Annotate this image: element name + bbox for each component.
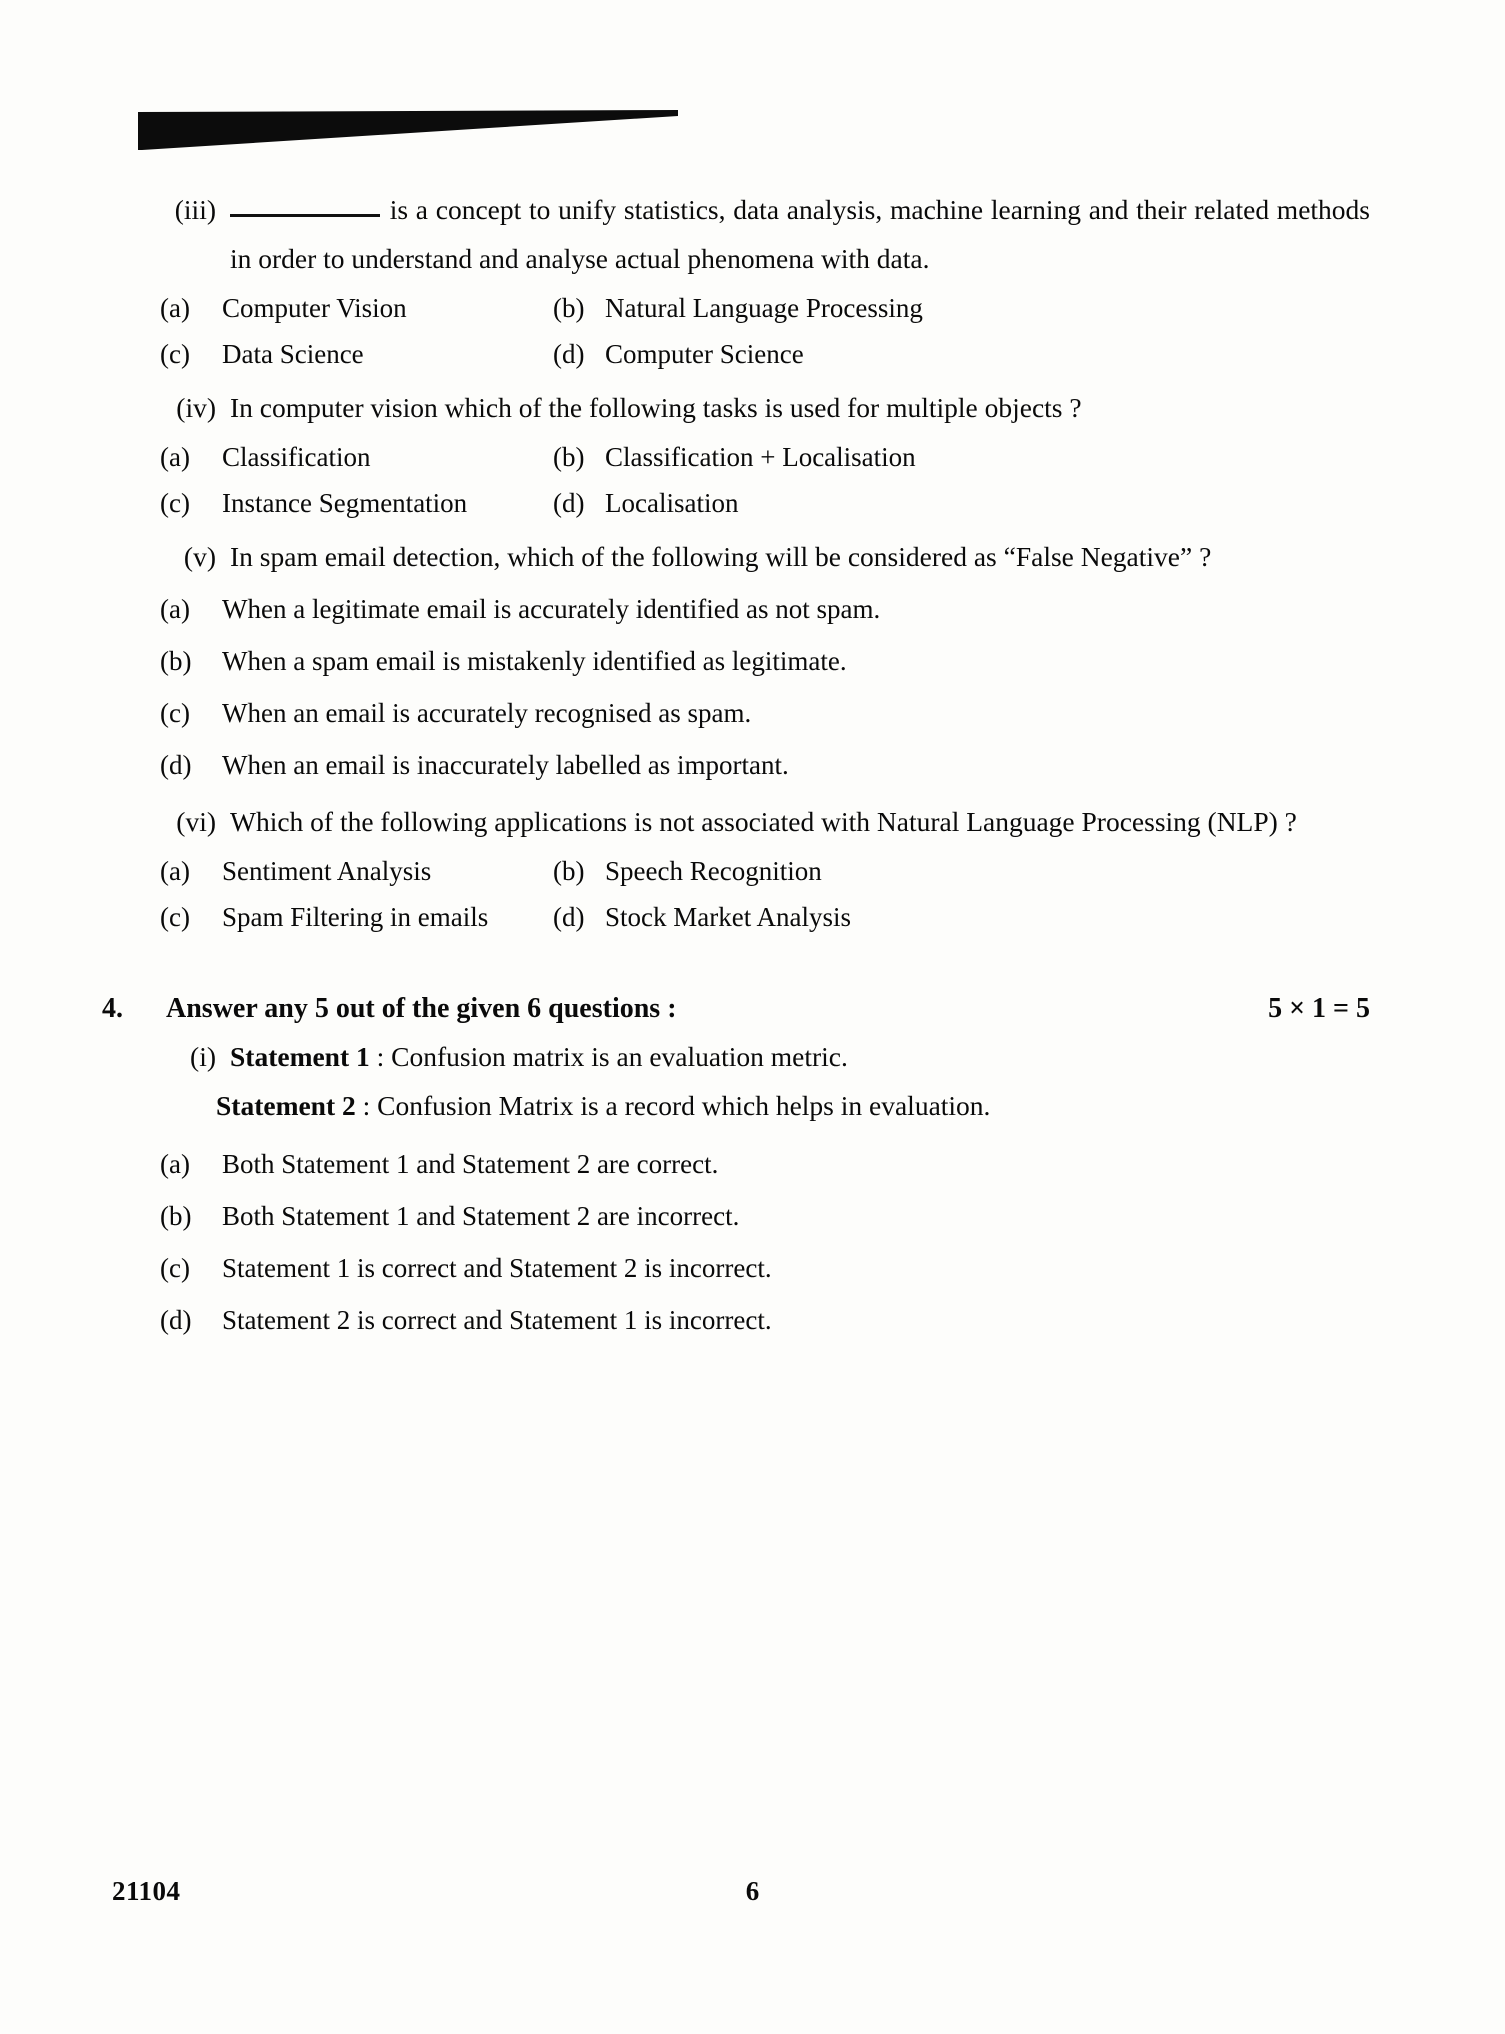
option-key-d: (d) [160,750,192,780]
question-iv [130,383,1370,526]
option-key-b: (b) [160,646,192,676]
page-number: 6 [745,1876,760,1906]
option-text-a[interactable]: Sentiment Analysis [222,856,432,886]
option-text-a[interactable]: Both Statement 1 and Statement 2 are correct. [222,1149,719,1179]
question-4-i [130,1032,1370,1346]
option-key-b: (b) [160,1201,192,1231]
option-row [130,480,1370,526]
option-key-c: (c) [160,1253,190,1283]
option-text-d[interactable]: Localisation [605,488,739,518]
question-v-text: In spam email detection, which of the following will be considered as “False Negative” ? [230,541,1212,572]
option-row [130,1242,1370,1294]
option-key-c: (c) [160,339,190,369]
option-key-a: (a) [160,293,190,323]
option-text-d[interactable]: Stock Market Analysis [605,902,851,932]
option-key-c: (c) [160,902,190,932]
question-4-i-options [130,1138,1370,1346]
statement-1-text: : Confusion matrix is an evaluation metric. [369,1041,848,1072]
option-key-a: (a) [160,594,190,624]
option-row [130,1138,1370,1190]
statement-2-label: Statement 2 [216,1090,356,1121]
option-row [130,285,1370,331]
option-key-a: (a) [160,1149,190,1179]
fill-in-blank [230,214,380,217]
option-row [130,739,1370,791]
option-row [130,1190,1370,1242]
option-text-c[interactable]: Data Science [222,339,364,369]
question-iii-text-wrap [230,185,1370,283]
statement-1-label: Statement 1 [230,1041,370,1072]
main-question-4-header [102,986,1370,1032]
question-iii [130,185,1370,377]
option-key-b: (b) [553,293,585,323]
option-row [130,687,1370,739]
option-text-c[interactable]: Instance Segmentation [222,488,468,518]
option-key-a: (a) [160,442,190,472]
option-row [130,848,1370,894]
option-text-c[interactable]: Spam Filtering in emails [222,902,489,932]
question-v [130,532,1370,791]
option-row [130,635,1370,687]
option-text-a[interactable]: Computer Vision [222,293,407,323]
option-key-c: (c) [160,698,190,728]
option-text-b[interactable]: Classification + Localisation [605,442,916,472]
option-text-d[interactable]: Computer Science [605,339,804,369]
paper-code: 21104 [112,1876,181,1906]
option-text-c[interactable]: When an email is accurately recognised as spam. [222,698,752,728]
question-iii-options [130,285,1370,377]
main-question-marks: 5 × 1 = 5 [1268,993,1370,1024]
statement-2-text: : Confusion Matrix is a record which helps in evaluation. [355,1090,991,1121]
main-question-instruction: Answer any 5 out of the given 6 questions : [166,993,677,1024]
option-text-b[interactable]: Speech Recognition [605,856,822,886]
option-text-b[interactable]: When a spam email is mistakenly identified as legitimate. [222,646,847,676]
option-key-d: (d) [553,339,585,369]
question-v-number: (v) [183,541,216,572]
option-key-d: (d) [553,902,585,932]
question-vi-options [130,848,1370,940]
question-vi-number: (vi) [176,806,216,837]
question-iii-text: is a concept to unify statistics, data analysis, machine learning and their related methods in order to understand and analyse actual phenomena with data. [230,194,1370,274]
option-text-a[interactable]: Classification [222,442,371,472]
option-text-b[interactable]: Both Statement 1 and Statement 2 are incorrect. [222,1201,740,1231]
option-text-d[interactable]: Statement 2 is correct and Statement 1 is incorrect. [222,1305,772,1335]
question-iv-text: In computer vision which of the following tasks is used for multiple objects ? [230,392,1082,423]
option-row [130,331,1370,377]
option-key-d: (d) [553,488,585,518]
question-iv-number: (iv) [176,392,216,423]
option-row [130,583,1370,635]
main-question-number: 4. [102,993,123,1024]
option-text-d[interactable]: When an email is inaccurately labelled as important. [222,750,789,780]
question-iii-number: (iii) [174,194,216,225]
option-text-b[interactable]: Natural Language Processing [605,293,923,323]
option-key-a: (a) [160,856,190,886]
question-content [102,185,1370,1352]
question-vi [130,797,1370,940]
option-key-b: (b) [553,856,585,886]
page-footer [0,1876,1505,1916]
question-v-options [130,583,1370,791]
question-4-i-number: (i) [190,1041,216,1072]
question-iv-options [130,434,1370,526]
option-key-c: (c) [160,488,190,518]
option-row [130,894,1370,940]
option-key-b: (b) [553,442,585,472]
option-text-a[interactable]: When a legitimate email is accurately identified as not spam. [222,594,881,624]
option-row [130,434,1370,480]
option-text-c[interactable]: Statement 1 is correct and Statement 2 is incorrect. [222,1253,772,1283]
header-redaction-bar [138,110,678,152]
option-key-d: (d) [160,1305,192,1335]
question-vi-text: Which of the following applications is not associated with Natural Language Processing (NLP) ? [230,806,1297,837]
option-row [130,1294,1370,1346]
